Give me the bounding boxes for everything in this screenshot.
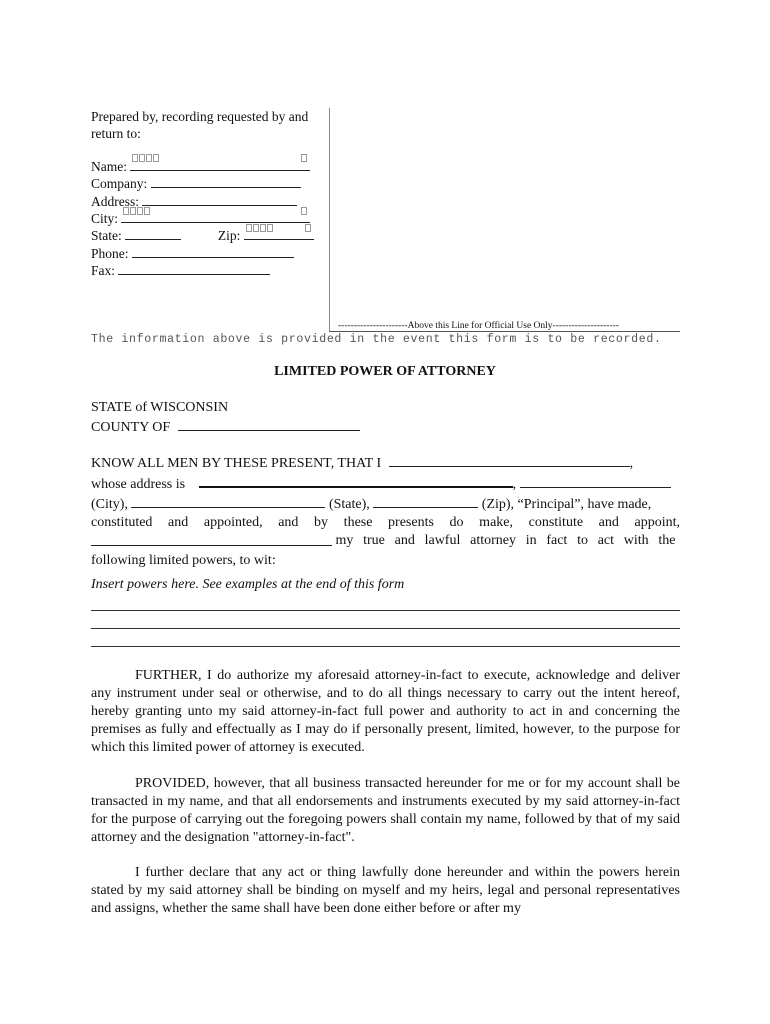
provided-text: PROVIDED, however, that all business transacted hereunder for me or for my account shall be transacted in my name, and that all endorsements and instruments executed by my said attorney-in-fact for the purpose of carrying out the foregoing powers shall contain my name, followed by that of my said attorney and the designation "attorney-in-fact". [91, 776, 680, 845]
know-prefix: KNOW ALL MEN BY THESE PRESENT, THAT I [91, 456, 382, 471]
state-blank-field[interactable] [373, 494, 478, 508]
document-title: LIMITED POWER OF ATTORNEY [274, 364, 496, 379]
state-text: (State), [328, 497, 370, 512]
name-row [91, 157, 327, 174]
company-label: Company: [91, 176, 148, 192]
fax-row [91, 261, 327, 278]
further-text: FURTHER, I do authorize my aforesaid attorney-in-fact to execute, acknowledge and deliver any instrument under seal or otherwise, and to do all things necessary to carry out the intent hereof, hereby granting unto my said attorney-in-fact full power and authority to act in and concerning the premises as fully and effectually as I may do if personally present, limited, however, to the purpose for which this limited power of attorney is executed. [91, 668, 680, 755]
whose-address-label: whose address is [91, 477, 186, 492]
declare-paragraph [91, 864, 680, 918]
company-row [91, 174, 327, 191]
phone-label: Phone: [91, 245, 129, 261]
declare-text: I further declare that any act or thing lawfully done hereunder and within the powers herein stated by my said attorney shall be binding on myself and my heirs, legal and personal representatives and assigns, whether the same shall have been done either before or after my [91, 865, 680, 916]
county-row [91, 417, 680, 437]
zip-field[interactable] [244, 226, 314, 240]
city-field[interactable] [121, 209, 310, 223]
following-line: following limited powers, to wit: [91, 553, 276, 568]
recording-info-block [91, 108, 327, 279]
powers-line-1[interactable] [91, 610, 680, 611]
address-label: Address: [91, 193, 139, 209]
placeholder-glyphs [246, 220, 274, 237]
know-line-5 [91, 532, 680, 552]
placeholder-glyph [301, 150, 308, 167]
state-line: STATE of WISCONSIN [91, 400, 229, 415]
city-blank-field[interactable] [131, 494, 325, 508]
header-divider-vertical [329, 108, 330, 331]
constituted-line: constituted and appointed, and by these presents do make, constitute and appoint, [91, 515, 680, 530]
street-address-field[interactable] [199, 473, 513, 488]
prepared-by-text: Prepared by, recording requested by and return to: [91, 109, 309, 142]
company-field[interactable] [151, 174, 301, 188]
city-text: (City), [91, 497, 128, 512]
provided-paragraph [91, 775, 680, 847]
insert-powers-instruction: Insert powers here. See examples at the end of this form [91, 577, 405, 592]
address-extra-field[interactable] [520, 474, 671, 488]
principal-name-field[interactable] [389, 453, 630, 467]
know-line-1: KNOW ALL MEN BY THESE PRESENT, THAT I , [91, 453, 680, 473]
name-label: Name: [91, 158, 127, 174]
know-line-3 [91, 494, 680, 514]
state-field[interactable] [125, 226, 181, 240]
fax-label: Fax: [91, 263, 116, 279]
city-label: City: [91, 210, 119, 226]
state-zip-row [91, 226, 327, 243]
further-paragraph [91, 667, 680, 757]
zip-principal-text: (Zip), “Principal”, have made, [481, 497, 652, 512]
header-divider-horizontal [329, 331, 680, 332]
powers-line-2[interactable] [91, 628, 680, 629]
powers-line-3[interactable] [91, 646, 680, 647]
recorded-note: The information above is provided in the event this form is to be recorded. [91, 333, 662, 346]
county-field[interactable] [178, 417, 360, 431]
state-label: State: [91, 228, 122, 244]
attorney-text: my true and lawful attorney in fact to act with the [335, 533, 676, 548]
phone-row [91, 244, 327, 261]
zip-label: Zip: [217, 228, 241, 244]
city-row [91, 209, 327, 226]
name-field[interactable] [130, 157, 310, 171]
venue-block [91, 399, 680, 437]
fax-field[interactable] [118, 261, 270, 275]
placeholder-glyphs [132, 150, 160, 167]
placeholder-glyphs [123, 203, 151, 220]
official-use-line: ----------------------Above this Line for Official Use Only--------------------- [338, 321, 619, 331]
placeholder-glyph [301, 203, 308, 220]
placeholder-glyph [305, 220, 312, 237]
attorney-name-field[interactable] [91, 532, 332, 546]
address-field[interactable] [142, 192, 297, 206]
phone-field[interactable] [132, 244, 294, 258]
appointment-clause [91, 453, 680, 570]
know-line-2: whose address is , [91, 473, 680, 494]
county-label: COUNTY OF [91, 420, 171, 435]
